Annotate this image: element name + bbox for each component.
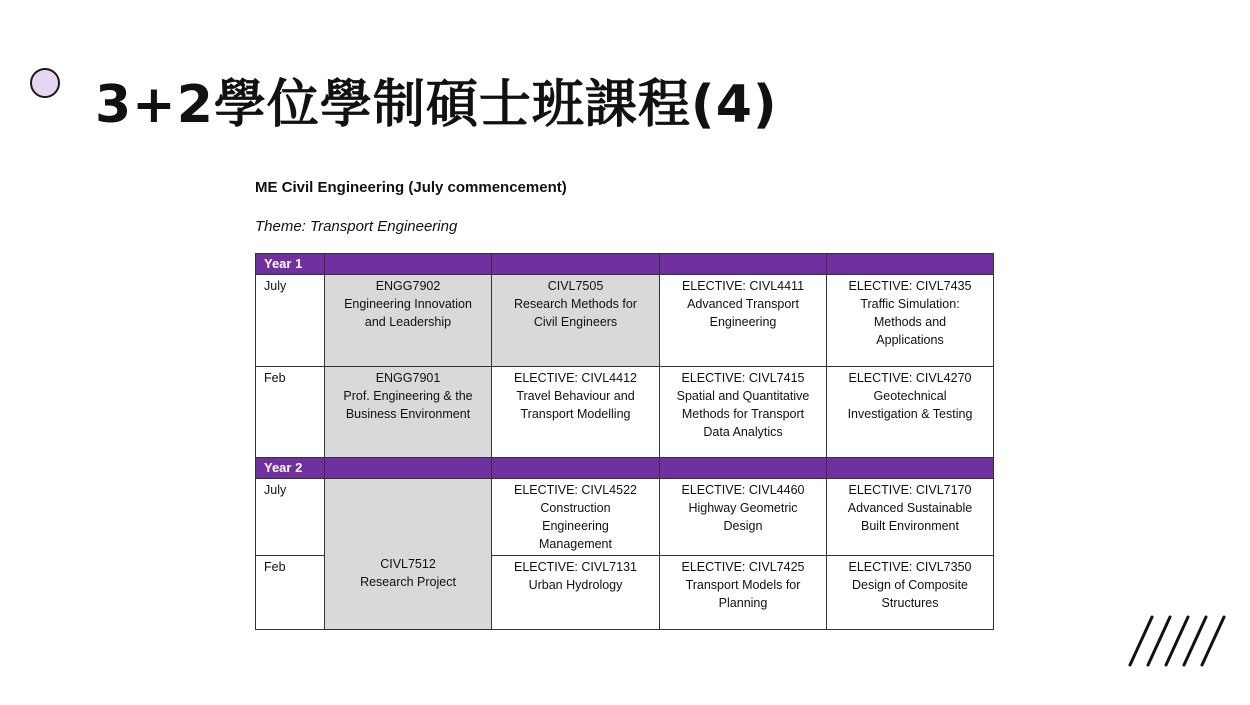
year-1-header-row [256, 254, 994, 275]
course-cell-elective [827, 479, 994, 556]
header-cell [492, 254, 660, 275]
course-code: ELECTIVE: CIVL4522 [514, 483, 637, 497]
year-1-feb-row [256, 367, 994, 458]
course-cell-elective [660, 275, 827, 367]
course-title-line: Applications [876, 333, 944, 347]
course-code: ELECTIVE: CIVL4411 [681, 279, 805, 293]
course-title-line: Business Environment [345, 407, 471, 421]
course-title-line: Prof. Engineering & the [343, 389, 473, 403]
course-title-line: Research Project [360, 575, 456, 589]
course-title-line: Structures [881, 596, 939, 610]
course-title-line: Engineering [542, 519, 609, 533]
course-code: ELECTIVE: CIVL7425 [681, 560, 805, 574]
course-title-line: Engineering Innovation [344, 297, 472, 311]
decorative-slashes-icon [1128, 615, 1226, 667]
course-title-line: Methods for Transport [681, 407, 805, 421]
semester-label: July [256, 479, 325, 556]
course-code: ENGG7902 [375, 279, 441, 293]
course-code: ENGG7901 [375, 371, 441, 385]
course-title-line: Planning [718, 596, 768, 610]
course-title-line: Transport Modelling [520, 407, 631, 421]
course-title-line: Engineering [709, 315, 777, 329]
course-title-line: Construction [540, 501, 611, 515]
course-code: ELECTIVE: CIVL4460 [681, 483, 805, 497]
header-cell [827, 458, 994, 479]
course-title-line: Transport Models for [685, 578, 801, 592]
course-code: ELECTIVE: CIVL7131 [514, 560, 637, 574]
year-2-label: Year 2 [256, 458, 325, 479]
course-title-line: Traffic Simulation: [860, 297, 960, 311]
header-cell [325, 458, 492, 479]
year-1-label: Year 1 [256, 254, 325, 275]
course-cell-elective [660, 479, 827, 556]
course-code: CIVL7505 [547, 279, 604, 293]
year-2-header-row [256, 458, 994, 479]
course-cell-elective [660, 367, 827, 458]
course-title-line: Built Environment [861, 519, 959, 533]
course-title-line: Methods and [873, 315, 947, 329]
header-cell [660, 254, 827, 275]
course-title-line: Geotechnical [873, 389, 947, 403]
course-cell-elective [660, 556, 827, 630]
course-title-line: Design [723, 519, 763, 533]
course-title-line: Research Methods for [514, 297, 637, 311]
course-cell-project [325, 479, 492, 630]
course-title-line: Advanced Transport [687, 297, 799, 311]
course-cell-elective [827, 556, 994, 630]
course-code: ELECTIVE: CIVL7435 [848, 279, 972, 293]
course-title-line: Data Analytics [703, 425, 783, 439]
course-cell-core [492, 275, 660, 367]
course-code: ELECTIVE: CIVL4412 [514, 371, 637, 385]
semester-label: Feb [256, 367, 325, 458]
course-cell-core [325, 275, 492, 367]
course-title-line: Travel Behaviour and [516, 389, 635, 403]
course-cell-elective [492, 367, 660, 458]
course-title-line: Civil Engineers [533, 315, 618, 329]
document-heading: ME Civil Engineering (July commencement) [255, 179, 567, 196]
course-title-line: Investigation & Testing [847, 407, 973, 421]
course-code: CIVL7512 [380, 557, 436, 571]
header-cell [492, 458, 660, 479]
course-title-line: Advanced Sustainable [847, 501, 973, 515]
course-code: ELECTIVE: CIVL4270 [848, 371, 972, 385]
header-cell [325, 254, 492, 275]
course-title-line: and Leadership [364, 315, 452, 329]
slide-title: 3+2學位學制碩士班課程(4) [95, 75, 778, 135]
semester-label: July [256, 275, 325, 367]
course-code: ELECTIVE: CIVL7350 [848, 560, 972, 574]
course-cell-elective [827, 275, 994, 367]
course-cell-core [325, 367, 492, 458]
course-cell-elective [827, 367, 994, 458]
course-cell-elective [492, 479, 660, 556]
course-title-line: Spatial and Quantitative [676, 389, 810, 403]
course-code: ELECTIVE: CIVL7170 [848, 483, 972, 497]
course-title-line: Management [539, 537, 612, 551]
header-cell [827, 254, 994, 275]
course-code: ELECTIVE: CIVL7415 [681, 371, 805, 385]
semester-label: Feb [256, 556, 325, 630]
course-title-line: Highway Geometric [688, 501, 798, 515]
document-theme: Theme: Transport Engineering [255, 218, 458, 235]
header-cell [660, 458, 827, 479]
bullet-circle-icon [30, 68, 60, 98]
course-title-line: Urban Hydrology [528, 578, 623, 592]
year-2-july-row [256, 479, 994, 556]
year-1-july-row [256, 275, 994, 367]
curriculum-table [255, 253, 994, 630]
course-title-line: Design of Composite [851, 578, 969, 592]
course-cell-elective [492, 556, 660, 630]
